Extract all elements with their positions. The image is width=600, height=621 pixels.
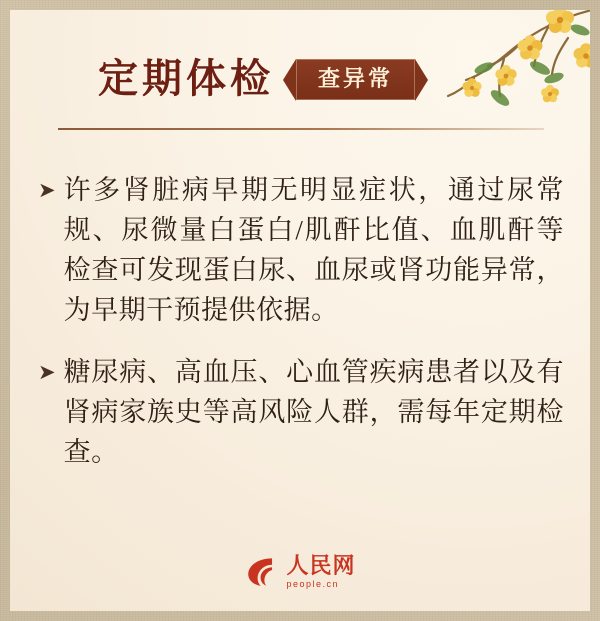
arrow-bullet-icon: ➤ [38, 178, 56, 202]
logo-domain: people.cn [286, 579, 340, 589]
footer-logo [10, 555, 590, 589]
list-item-text: 糖尿病、高血压、心血管疾病患者以及有肾病家族史等高风险人群，需每年定期检查。 [63, 357, 564, 467]
page-title: 定期体检 [98, 56, 274, 101]
bullet-list [36, 170, 564, 494]
title-badge: 查异常 [296, 59, 415, 100]
arrow-bullet-icon: ➤ [38, 360, 56, 384]
logo-text-block [286, 555, 355, 589]
people-cn-logo-icon [244, 555, 278, 589]
logo-name: 人民网 [286, 553, 356, 578]
list-item-text: 许多肾脏病早期无明显症状，通过尿常规、尿微量白蛋白/肌酐比值、血肌酐等检查可发现蛋白尿、血尿或肾功能异常，为早期干预提供依据。 [63, 175, 564, 325]
poster-header [10, 44, 590, 114]
poster-card [10, 10, 590, 611]
header-divider [58, 128, 544, 130]
list-item [36, 170, 564, 330]
list-item [36, 352, 564, 472]
